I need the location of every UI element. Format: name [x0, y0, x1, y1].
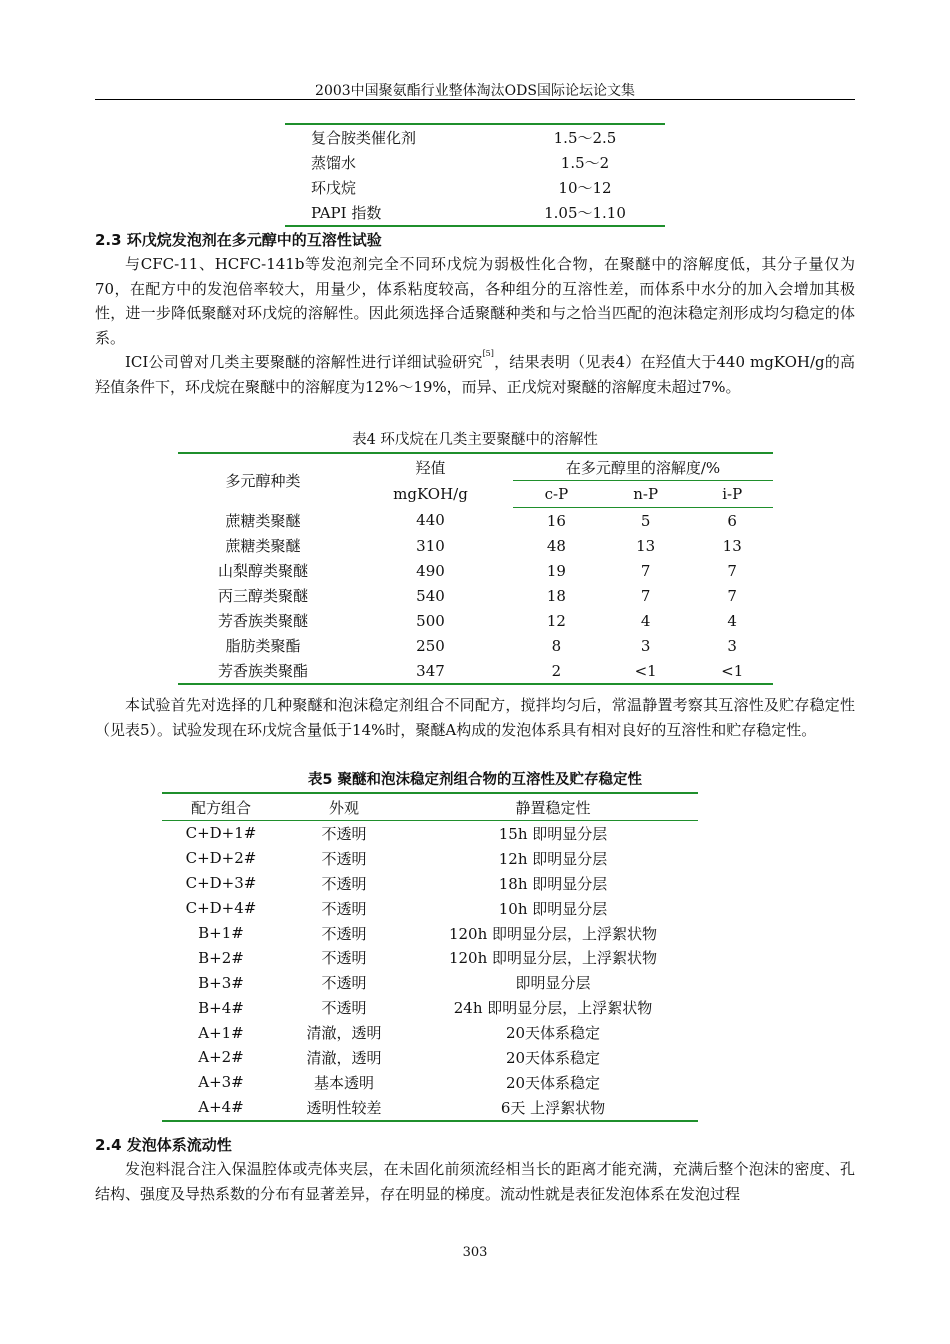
table-row: A+3# 基本透明 20天体系稳定 [198, 1073, 601, 1092]
table-row: B+4# 不透明 24h 即明显分层，上浮絮状物 [198, 998, 653, 1018]
table-row: 山梨醇类聚醚 490 19 7 7 [217, 561, 737, 580]
table-header-row [178, 453, 773, 481]
col-header: 羟值 [415, 458, 446, 477]
table5 [162, 792, 698, 1122]
table-row: C+D+3# 不透明 18h 即明显分层 [185, 874, 608, 893]
col-header-group: 在多元醇里的溶解度/% [513, 453, 773, 481]
header-rule [95, 99, 855, 100]
paragraph-compatibility: 本试验首先对选择的几种聚醚和泡沫稳定剂组合不同配方，搅拌均匀后，常温静置考察其互溶性及贮存稳定性（见表5）。试验发现在环戊烷含量低于14%时，聚醚A构成的发泡体系具有相对良好的互溶性和贮存稳定性。 [95, 696, 855, 739]
running-header: 2003中国聚氨酯行业整体淘汰ODS国际论坛论文集 [315, 83, 635, 99]
table-row: 蔗糖类聚醚 440 16 5 6 [225, 511, 737, 530]
table4 [178, 452, 773, 685]
table-row: 蒸馏水 1.5～2 [311, 154, 610, 172]
table-row: B+3# 不透明 即明显分层 [198, 973, 591, 993]
table5-caption: 表5 聚醚和泡沫稳定剂组合物的互溶性及贮存稳定性 [307, 772, 643, 788]
table-header-row [162, 793, 698, 821]
table-row: 蔗糖类聚醚 310 48 13 13 [225, 536, 742, 555]
table-row: PAPI 指数 1.05～1.10 [311, 204, 626, 222]
section-heading-2-3: 2.3 环戊烷发泡剂在多元醇中的互溶性试验 [95, 231, 382, 249]
page-number: 303 [462, 1245, 488, 1260]
citation-ref: [5] [482, 349, 494, 358]
table-row: C+D+1# 不透明 15h 即明显分层 [185, 824, 608, 843]
table-row: A+2# 清澈，透明 20天体系稳定 [198, 1048, 601, 1067]
table-row: A+4# 透明性较差 6天 上浮絮状物 [198, 1098, 606, 1117]
table-row: C+D+2# 不透明 12h 即明显分层 [185, 849, 608, 868]
table-row: C+D+4# 不透明 10h 即明显分层 [185, 899, 608, 918]
table-row: 脂肪类聚酯 250 8 3 3 [225, 636, 737, 655]
table-row: 丙三醇类聚醚 540 18 7 7 [217, 586, 737, 605]
table-row: 环戊烷 10～12 [311, 179, 612, 197]
table-row: B+2# 不透明 120h 即明显分层，上浮絮状物 [198, 948, 658, 968]
table-row: B+1# 不透明 120h 即明显分层，上浮絮状物 [198, 924, 658, 943]
col-header: 多元醇种类 [225, 472, 301, 491]
paragraph-2-3-2: ICI公司曾对几类主要聚醚的溶解性进行详细试验研究[5]，结果表明（见表4）在羟值大于440 mgKOH/g的高羟值条件下，环戊烷在聚醚中的溶解度为12%～19%，而异、正戊烷对聚醚的溶解度未超过7%。 [95, 349, 855, 396]
col-header: 配方组合 [162, 793, 280, 821]
table4-caption: 表4 环戊烷在几类主要聚醚中的溶解性 [352, 432, 598, 448]
col-header: c-P [513, 481, 600, 508]
table-row: 复合胺类催化剂 1.5～2.5 [311, 129, 617, 147]
section-heading-2-4: 2.4 发泡体系流动性 [95, 1136, 232, 1154]
col-header: 外观 [280, 793, 408, 821]
col-header: mgKOH/g [393, 485, 468, 503]
table-row: 芳香族类聚醚 500 12 4 4 [217, 611, 737, 630]
paragraph-2-4: 发泡料混合注入保温腔体或壳体夹层，在未固化前须流经相当长的距离才能充满，充满后整个泡沫的密度、孔结构、强度及导热系数的分布有显著差异，存在明显的梯度。流动性就是表征发泡体系在发泡过程 [95, 1160, 855, 1203]
table-row: 芳香族类聚酯 347 2 <1 <1 [217, 661, 744, 680]
paragraph-2-3-1: 与CFC-11、HCFC-141b等发泡剂完全不同环戊烷为弱极性化合物，在聚醚中的溶解度低，其分子量仅为70，在配方中的发泡倍率较大，用量少，体系粘度较高，各种组分的互溶性差，而体系中水分的加入会增加其极性，进一步降低聚醚对环戊烷的溶解性。因此须选择合适聚醚种类和与之恰当匹配的泡沫稳定剂形成均匀稳定的体系。 [95, 255, 855, 347]
col-header: i-P [691, 481, 773, 508]
col-header: 静置稳定性 [408, 793, 698, 821]
col-header: n-P [600, 481, 692, 508]
table-row: A+1# 清澈，透明 20天体系稳定 [198, 1023, 601, 1043]
formulation-table-continued [285, 123, 665, 227]
